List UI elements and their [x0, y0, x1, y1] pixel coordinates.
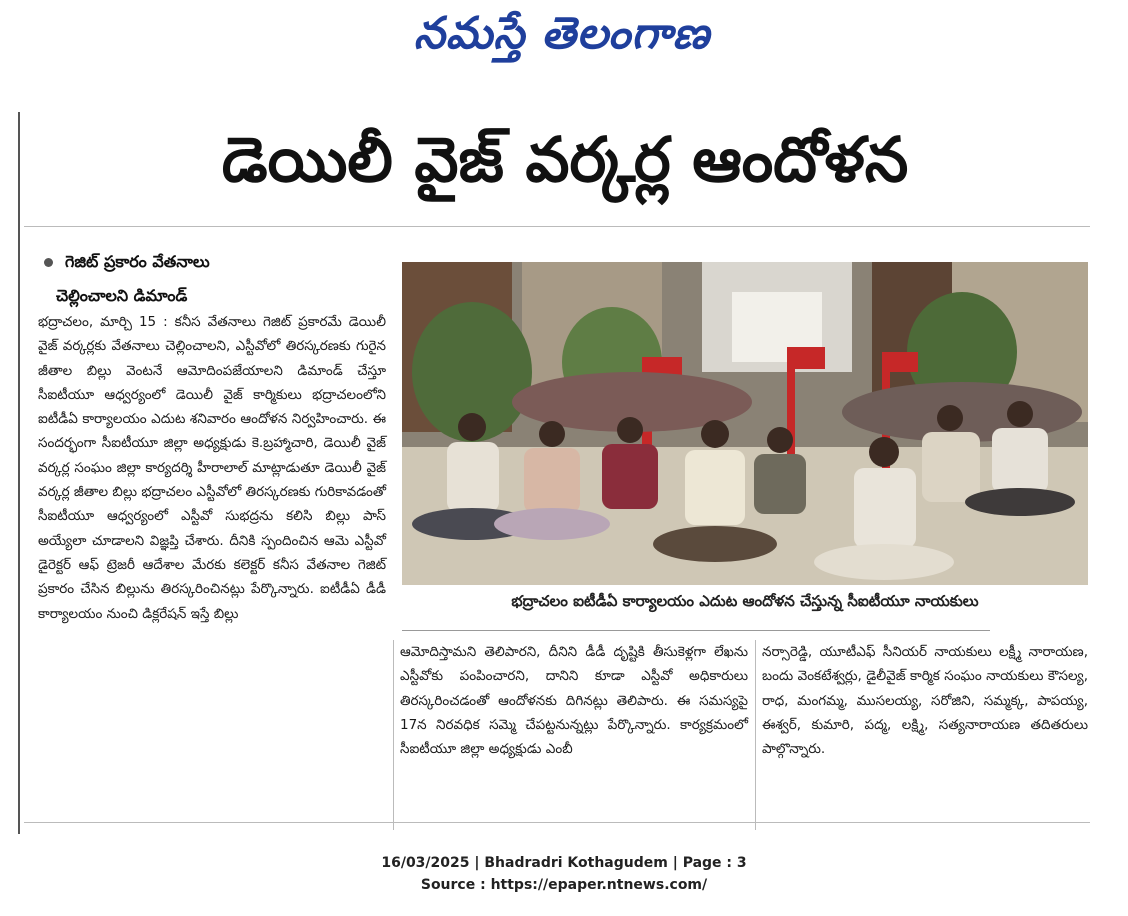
headline: డెయిలీ వైజ్ వర్కర్ల ఆందోళన	[221, 123, 909, 196]
footer-source: Source : https://epaper.ntnews.com/	[420, 877, 708, 893]
left-margin-rule	[18, 112, 20, 834]
article-column-1: భద్రాచలం, మార్చి 15 : కనీస వేతనాలు గెజిట్ ప్రకారమే డెయిలీ వైజ్ వర్కర్లకు వేతనాలు చెల్లించాలని, ఎస్టీవోలో తిరస్కరణకు గురైన జీతాల బిల్లు వెంటనే ఆమోదింపజేయాలని డిమాండ్ చేస్తూ సీఐటీయూ ఆధ్వర్యంలో డెయిలీ వైజ్ కార్మికులు భద్రాచలంలోని ఐటీడీఏ కార్యాలయం ఎదుట శనివారం ఆందోళన నిర్వహించారు. ఈ సందర్భంగా సీఐటీయూ జిల్లా అధ్యక్షుడు కె.బ్రహ్మాచారి, డెయిలీ వైజ్ వర్కర్ల సంఘం జిల్లా కార్యదర్శి హీరాలాల్ మాట్లాడుతూ డెయిలీ వైజ్ వర్కర్ల జీతాల బిల్లు భద్రాచలం ఎస్టీవోలో తిరస్కరణకు గురికావడంతో సీఐటీయూ ఆధ్వర్యంలో ఎస్టీవో సుభద్రను కలిసి బిల్లు పాస్ అయ్యేలా చూడాలని విజ్ఞప్తి చేశారు. దీనికి స్పందించిన ఆమె ఎస్టీవో డైరెక్టర్ ఆఫ్ ట్రెజరీ ఆదేశాల మేరకు కలెక్టర్ కనీస వేతనాల గెజిట్ ప్రకారం చేసిన బిల్లును తిరస్కరించినట్లు పేర్కొన్నారు. ఐటీడీఏ డీడీ కార్యాలయం నుంచి డిక్లరేషన్ ఇస్తే బిల్లు	[38, 314, 386, 622]
kicker	[44, 245, 384, 313]
footer-date-edition: 16/03/2025 | Bhadradri Kothagudem | Page : 3	[381, 855, 747, 871]
column-rule-2	[755, 640, 756, 830]
headline-divider	[24, 226, 1090, 227]
news-photo	[402, 262, 1088, 585]
bottom-rule	[24, 822, 1090, 823]
article-column-3: నర్సారెడ్డి, యూటీఎఫ్ సీనియర్ నాయకులు లక్ష్మీ నారాయణ, బందు వెంకటేశ్వర్లు, డైలీవైజ్ కార్మిక సంఘం నాయకులు కౌసల్య, రాధ, మంగమ్మ, ముసలయ్య, సరోజిని, సమ్మక్క, పాపయ్య, ఈశ్వర్, కుమారి, పద్మ, లక్ష్మి, సత్యనారాయణ తదితరులు పాల్గొన్నారు.	[762, 644, 1088, 758]
kicker-line-2: చెల్లించాలని డిమాండ్	[56, 286, 188, 305]
protest-photo-illustration	[402, 262, 1088, 585]
photo-caption: భద్రాచలం ఐటీడీఏ కార్యాలయం ఎదుట ఆందోళన చేస్తున్న సీఐటీయూ నాయకులు	[511, 592, 979, 610]
column-rule-1	[393, 640, 394, 830]
article-column-2: ఆమోదిస్తామని తెలిపారని, దీనిని డీడీ దృష్టికి తీసుకెళ్లగా లేఖను ఎస్టీవోకు పంపించారని, దానిని కూడా ఎస్టీవో అధికారులు తిరస్కరించడంతో ఆందోళనకు దిగినట్లు తెలిపారు. ఈ సమస్యపై 17న నిరవధిక సమ్మె చేపట్టనున్నట్లు పేర్కొన్నారు. కార్యక్రమంలో సీఐటీయూ జిల్లా అధ్యక్షుడు ఎంబీ	[400, 644, 748, 758]
bullet-icon	[44, 258, 53, 267]
masthead-logo: నమస్తే తెలంగాణ	[413, 8, 711, 59]
caption-divider	[402, 630, 990, 631]
kicker-line-1: గెజిట్ ప్రకారం వేతనాలు	[44, 245, 384, 279]
